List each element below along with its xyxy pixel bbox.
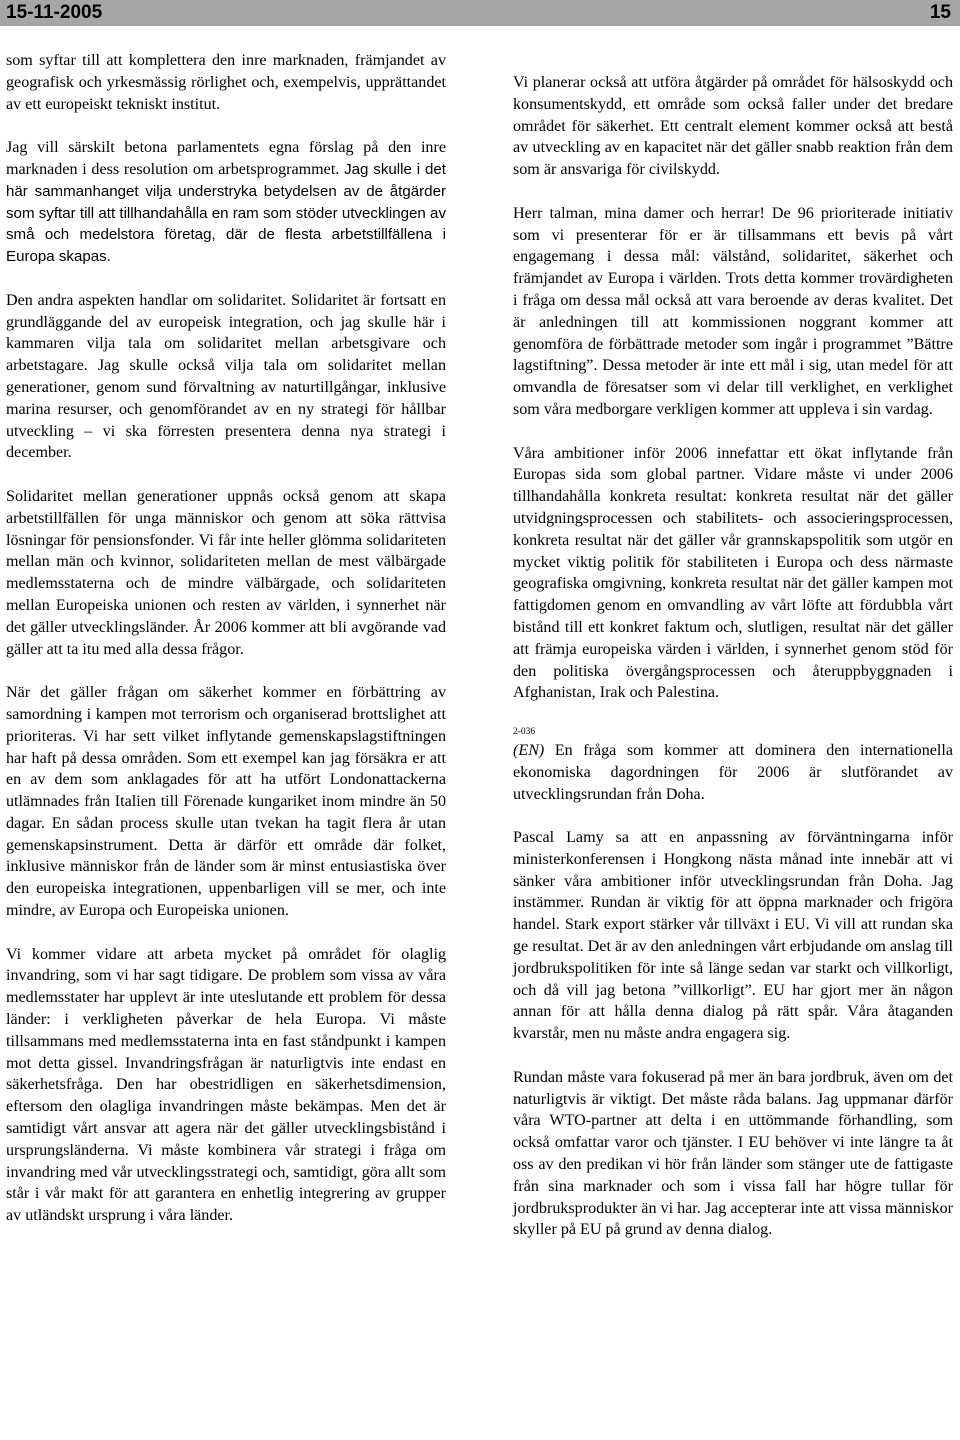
right-column xyxy=(513,72,953,1241)
paragraph-text-sans: Jag skulle i det här sammanhanget vilja understryka betydelsen av de åtgärder som syftar till att tillhandahålla en ram som stöder utvecklingen av små och medelstora företag, där de flesta arbetstillfällena i Europa skapas. xyxy=(6,160,446,266)
paragraph: som syftar till att komplettera den inre marknaden, främjandet av geografisk och yrkesmässig rörlighet och, exempelvis, upprättandet av ett europeiskt tekniskt institut. xyxy=(6,52,446,113)
paragraph: När det gäller frågan om säkerhet kommer en förbättring av samordning i kampen mot terrorism och organiserad brottslighet att prioriteras. Vi har sett vilket inflytande gemenskapslagstiftningen har haft på dessa områden. Som ett exempel kan jag försäkra er att en av dem som anklagades för att ha utfört Londonattackerna utlämnades från Italien till Förenade kungariket inom mindre än 50 dagar. En sådan process skulle utan tvekan ha tagit flera år utan gemenskapsinstrument. Detta är därför ett område där folket, inklusive människor från de länder som är minst entusiastiska över den europeiska integrationen, uppenbarligen vill se mer, och inte mindre, av Europa och Europeiska unionen. xyxy=(6,684,446,920)
page-header xyxy=(0,0,960,26)
paragraph: Solidaritet mellan generationer uppnås också genom att skapa arbetstillfällen för unga människor och genom att söka rättvisa lösningar för pensionsfonder. Vi får inte heller glömma solidariteten mellan män och kvinnor, solidariteten mellan de mest välbärgade medlemsstaterna och de mindre välbärgade, och solidariteten mellan Europeiska unionen och resten av världen, i synnerhet när det gäller utvecklingsländer. År 2006 kommer att bli avgörande vad gäller att ta itu med alla dessa frågor. xyxy=(6,487,446,658)
header-date: 15-11-2005 xyxy=(6,2,103,23)
paragraph: Vi planerar också att utföra åtgärder på området för hälsoskydd och konsumentskydd, ett område som också faller under det bredare området för säkerhet. Ett centralt element kommer också att bestå av utveckling av en kapacitet när det gäller snabb reaktion från dem som är ansvariga för civilskydd. xyxy=(513,74,953,179)
paragraph xyxy=(6,137,446,268)
paragraph: Våra ambitioner inför 2006 innefattar ett ökat inflytande från Europas sida som global partner. Vidare måste vi under 2006 tillhandahålla konkreta resultat: konkreta resultat när det gäller utvidgningsprocessen och stabilitets- och associeringsprocessen, konkreta resultat när det gäller vår grannskapspolitik som utgör en mycket viktig politik för stabiliteten i Europa och dess närmaste geografiska omgivning, konkreta resultat när det gäller kampen mot fattigdomen genom en omvandling av vårt löfte att fördubbla vårt bistånd till ett konkret faktum och, slutligen, resultat när det gäller att främja europeiska värden i världen, i synnerhet genom stöd för den politiska övergångsprocessen och återuppbyggnaden i Afghanistan, Irak och Palestina. xyxy=(513,444,953,702)
paragraph: Pascal Lamy sa att en anpassning av förväntningarna inför ministerkonferensen i Hongkong nästa månad inte innebär att vi sänker våra ambitioner inför utvecklingsrundan från Doha. Jag instämmer. Rundan är viktig för att öppna marknader och frigöra handel. Stark export stärker vår tillväxt i EU. Vi vill att rundan ska ge resultat. Det är av den anledningen vårt erbjudande om anslag till jordbrukspolitiken för inte så länge sedan var starkt och villkorligt, och då vill jag betona ”villkorligt”. EU har gjort mer än någon annan för att hålla denna dialog på rätt spår. Våra åtaganden kvarstår, men nu måste andra engagera sig. xyxy=(513,829,953,1043)
paragraph: Den andra aspekten handlar om solidaritet. Solidaritet är fortsatt en grundläggande del av europeisk integration, och jag skulle här i kammaren vilja tala om solidaritet mellan arbetsgivare och arbetstagare. Jag skulle också vilja tala om solidaritet mellan generationer, genom sund förvaltning av naturtillgångar, inklusive marina resurser, och genomförandet av en ny strategi för hållbar utveckling – vi ska förresten presentera denna nya strategi i december. xyxy=(6,291,446,462)
paragraph: Rundan måste vara fokuserad på mer än bara jordbruk, även om det naturligtvis är viktigt. Det måste råda balans. Jag uppmanar därför våra WTO-partner att delta i en uttömmande förhandling, som också omfattar varor och tjänster. I EU behöver vi inte längre ta åt oss av den predikan vi hör från länder som stänger ute de fattigaste från sina marknader och som i vissa fall har högre tullar för jordbruksprodukter än vi har. Jag accepterar inte att vissa människor skyller på EU på grund av denna dialog. xyxy=(513,1068,953,1239)
paragraph: Vi kommer vidare att arbeta mycket på området för olaglig invandring, som vi har sagt tidigare. De problem som vissa av våra medlemsstater har upplevt är inte uteslutande ett problem för dessa länder: i verkligheten påverkar de hela Europa. Vi måste tillsammans med medlemsstaterna inta en fast ståndpunkt i kampen mot detta gissel. Invandringsfrågan är naturligtvis inte endast en säkerhetsfråga. Den har obestridligen en säkerhetsdimension, eftersom den olagliga invandringen måste bekämpas. Men det är samtidigt vårt ansvar att agera när det gäller utvecklingsbistånd i ursprungsländerna. Vi måste kombinera vår strategi i fråga om invandring med vår utvecklingsstrategi och, samtidigt, göra allt som står i vår makt för att garantera en enhetlig integrering av grupper av utländskt ursprung i våra länder. xyxy=(6,945,446,1225)
paragraph-text: Jag vill särskilt betona parlamentets egna förslag på den inre marknaden i dess resolution om arbetsprogrammet. xyxy=(6,139,446,178)
paragraph: Herr talman, mina damer och herrar! De 96 prioriterade initiativ som vi presenterar för er är tillsammans ett bevis på vårt engagemang i dessa mål: välstånd, solidaritet, säkerhet och främjandet av Europa i världen. Trots detta kommer trovärdigheten i fråga om dessa mål också att vara beroende av deras kvalitet. Det är anledningen till att kommissionen noggrant kommer att genomföra de förbättrade metoder som ingår i programmet ”Bättre lagstiftning”. Dessa metoder är inte ett mål i sig, utan medel för att omvandla de föresatser som vi delar till verklighet, en verklighet som våra medborgare verkligen kommer att uppleva i sin vardag. xyxy=(513,204,953,418)
speech-reference: 2-036 xyxy=(513,726,536,737)
language-marker: (EN) xyxy=(513,741,545,759)
page-number: 15 xyxy=(929,2,951,23)
left-column xyxy=(6,50,446,1227)
paragraph xyxy=(513,740,953,805)
paragraph-text: En fråga som kommer att dominera den internationella ekonomiska dagordningen för 2006 är slutförandet av utvecklingsrundan från Doha. xyxy=(513,741,953,803)
